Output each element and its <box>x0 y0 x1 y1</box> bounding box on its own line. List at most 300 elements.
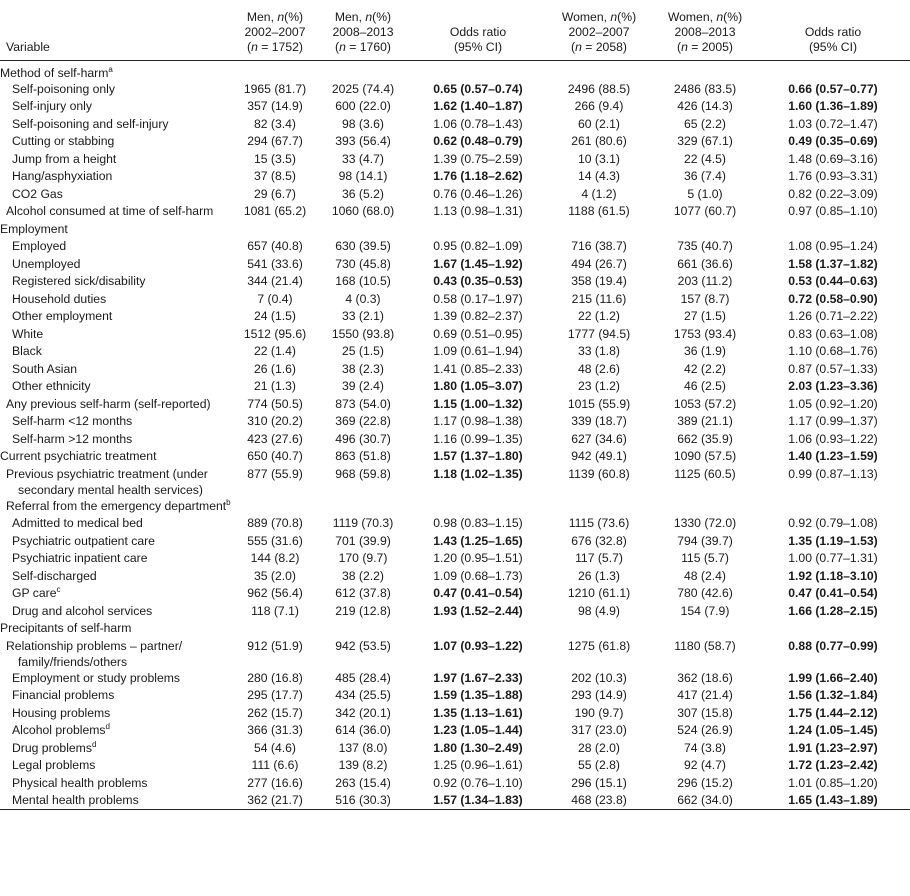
count-cell: 55 (2.8) <box>577 758 620 772</box>
count-cell: 516 (30.3) <box>314 792 412 810</box>
table-row <box>0 151 910 169</box>
row-label-text: South Asian <box>12 361 78 376</box>
row-label <box>0 757 236 775</box>
count-cell: 662 (35.9) <box>677 431 733 446</box>
odds-ratio-cell: 1.17 (0.99–1.37) <box>788 414 878 428</box>
count-cell <box>654 498 756 516</box>
count-cell: 2496 (88.5) <box>567 81 631 96</box>
row-label <box>0 396 236 414</box>
count-cell: 730 (45.8) <box>335 256 391 271</box>
odds-ratio-cell <box>756 620 910 638</box>
row-label-text: Black <box>12 344 42 358</box>
count-cell: 863 (51.8) <box>335 449 391 463</box>
row-label-text: Current psychiatric treatment <box>0 449 157 463</box>
table-row <box>0 757 910 775</box>
row-label <box>0 585 236 603</box>
count-cell: 650 (40.7) <box>247 449 303 463</box>
footnote-marker: b <box>226 497 231 507</box>
count-cell: 26 (1.3) <box>577 568 620 583</box>
odds-ratio-cell: 0.58 (0.17–1.97) <box>433 291 523 306</box>
odds-ratio-cell: 1.75 (1.44–2.12) <box>788 705 878 720</box>
odds-ratio-cell: 0.66 (0.57–0.77) <box>788 81 878 96</box>
table-row <box>0 515 910 533</box>
row-label <box>0 448 236 466</box>
odds-ratio-cell: 0.76 (0.46–1.26) <box>433 186 523 201</box>
row-label <box>0 151 236 169</box>
odds-ratio-cell: 1.25 (0.96–1.61) <box>433 758 523 772</box>
count-cell: 203 (11.2) <box>677 274 733 288</box>
odds-ratio-cell: 0.47 (0.41–0.54) <box>433 586 523 600</box>
odds-ratio-cell: 1.43 (1.25–1.65) <box>433 533 523 548</box>
count-cell <box>544 498 654 516</box>
count-cell <box>236 620 314 638</box>
odds-ratio-cell: 1.39 (0.75–2.59) <box>433 151 523 166</box>
row-label <box>0 792 236 810</box>
count-cell: 485 (28.4) <box>335 670 391 685</box>
count-cell: 190 (9.7) <box>574 705 624 720</box>
row-label <box>0 670 236 688</box>
odds-ratio-cell <box>412 498 544 516</box>
odds-ratio-cell: 1.48 (0.69–3.16) <box>788 151 878 166</box>
count-cell: 280 (16.8) <box>247 670 303 685</box>
header-odds-ratio-women: Odds ratio (95% CI) <box>756 0 910 60</box>
count-cell: 4 (1.2) <box>581 186 617 201</box>
odds-ratio-cell <box>756 221 910 239</box>
row-label-text: White <box>12 326 44 341</box>
row-label-text: Employment or study problems <box>12 670 180 685</box>
count-cell: 942 (49.1) <box>571 449 627 463</box>
row-label <box>0 308 236 326</box>
table-row <box>0 792 910 810</box>
odds-ratio-cell: 1.57 (1.37–1.80) <box>433 449 523 463</box>
row-label-text: Financial problems <box>12 688 115 702</box>
count-cell: 701 (39.9) <box>335 533 391 548</box>
table-header <box>0 0 910 60</box>
count-cell <box>314 620 412 638</box>
table-row <box>0 221 910 239</box>
count-cell: 339 (18.7) <box>571 414 627 428</box>
count-cell: 357 (14.9) <box>247 99 303 113</box>
row-label <box>0 98 236 116</box>
count-cell: 263 (15.4) <box>335 775 391 790</box>
row-label-text: Self-harm <12 months <box>12 414 133 428</box>
table-row <box>0 168 910 186</box>
count-cell: 1090 (57.5) <box>673 449 737 463</box>
count-cell: 296 (15.1) <box>571 775 627 790</box>
row-label-text: Any previous self-harm (self-reported) <box>6 396 211 411</box>
count-cell: 369 (22.8) <box>335 414 391 428</box>
odds-ratio-cell: 1.09 (0.61–1.94) <box>433 344 523 358</box>
odds-ratio-cell: 1.35 (1.13–1.61) <box>433 705 523 720</box>
count-cell: 22 (1.4) <box>253 344 296 358</box>
count-cell <box>314 60 412 81</box>
row-label-text: Physical health problems <box>12 775 148 790</box>
row-label-text: Employed <box>12 239 67 253</box>
count-cell <box>236 60 314 81</box>
row-label-text: Drug and alcohol services <box>12 603 153 618</box>
odds-ratio-cell: 1.09 (0.68–1.73) <box>433 568 523 583</box>
odds-ratio-cell: 1.35 (1.19–1.53) <box>788 533 878 548</box>
count-cell: 630 (39.5) <box>335 239 391 253</box>
count-cell: 496 (30.7) <box>335 431 391 446</box>
odds-ratio-cell: 1.60 (1.36–1.89) <box>788 99 878 113</box>
count-cell: 774 (50.5) <box>247 396 303 411</box>
row-label <box>0 705 236 723</box>
count-cell: 735 (40.7) <box>677 239 733 253</box>
odds-ratio-cell: 0.47 (0.41–0.54) <box>788 586 878 600</box>
count-cell: 1060 (68.0) <box>331 204 395 218</box>
count-cell: 614 (36.0) <box>335 723 391 737</box>
count-cell: 942 (53.5) <box>335 638 391 653</box>
count-cell: 1210 (61.1) <box>567 586 631 600</box>
count-cell: 168 (10.5) <box>335 274 391 288</box>
count-cell: 468 (23.8) <box>544 792 654 810</box>
count-cell: 434 (25.5) <box>335 688 391 702</box>
table-row <box>0 585 910 603</box>
odds-ratio-cell: 1.99 (1.66–2.40) <box>788 670 878 685</box>
odds-ratio-cell: 1.41 (0.85–2.33) <box>433 361 523 376</box>
odds-ratio-cell: 1.00 (0.77–1.31) <box>788 551 878 565</box>
count-cell: 139 (8.2) <box>338 758 388 772</box>
row-label-text: Alcohol problems <box>12 723 106 737</box>
row-label-text: Jump from a height <box>12 151 117 166</box>
row-label-text: Relationship problems – partner/ family/friends/others <box>6 638 183 669</box>
row-label-text: Precipitants of self-harm <box>0 621 132 635</box>
odds-ratio-cell: 1.93 (1.52–2.44) <box>433 603 523 618</box>
count-cell: 115 (5.7) <box>681 551 729 565</box>
odds-ratio-cell: 1.40 (1.23–1.59) <box>788 449 878 463</box>
row-label-text: CO2 Gas <box>12 186 63 201</box>
count-cell: 342 (20.1) <box>335 705 391 720</box>
odds-ratio-cell: 1.23 (1.05–1.44) <box>433 723 523 737</box>
count-cell: 310 (20.2) <box>247 414 303 428</box>
count-cell: 262 (15.7) <box>247 705 303 720</box>
count-cell: 5 (1.0) <box>687 186 723 201</box>
count-cell: 21 (1.3) <box>253 379 296 393</box>
count-cell <box>544 60 654 81</box>
count-cell: 317 (23.0) <box>571 723 627 737</box>
table-row <box>0 343 910 361</box>
row-label <box>0 466 236 498</box>
count-cell: 417 (21.4) <box>677 688 733 702</box>
count-cell: 889 (70.8) <box>247 516 303 530</box>
odds-ratio-cell: 1.06 (0.78–1.43) <box>433 116 523 131</box>
table-row <box>0 186 910 204</box>
odds-ratio-cell: 0.69 (0.51–0.95) <box>433 326 523 341</box>
row-label <box>0 256 236 274</box>
odds-ratio-cell: 1.16 (0.99–1.35) <box>433 431 523 446</box>
row-label-text: Self-discharged <box>12 568 97 583</box>
count-cell: 22 (4.5) <box>683 151 726 166</box>
count-cell: 39 (2.4) <box>341 379 384 393</box>
row-label-text: Other ethnicity <box>12 379 91 393</box>
count-cell: 98 (4.9) <box>577 603 620 618</box>
count-cell: 494 (26.7) <box>571 256 627 271</box>
count-cell: 968 (59.8) <box>335 466 391 481</box>
table-row <box>0 378 910 396</box>
odds-ratio-cell: 1.67 (1.45–1.92) <box>433 256 523 271</box>
table-row <box>0 203 910 221</box>
row-label-text: Housing problems <box>12 705 111 720</box>
odds-ratio-cell: 0.92 (0.79–1.08) <box>788 516 878 530</box>
table-row <box>0 326 910 344</box>
count-cell: 307 (15.8) <box>677 705 733 720</box>
table-row <box>0 396 910 414</box>
count-cell: 293 (14.9) <box>571 688 627 702</box>
count-cell: 1512 (95.6) <box>243 326 307 341</box>
row-label-text: Alcohol consumed at time of self-harm <box>6 204 214 218</box>
odds-ratio-cell: 1.01 (0.85–1.20) <box>788 775 878 790</box>
row-label <box>0 603 236 621</box>
count-cell: 393 (56.4) <box>335 134 391 148</box>
table-row <box>0 413 910 431</box>
header-variable: Variable <box>0 0 236 60</box>
count-cell: 33 (2.1) <box>341 309 384 323</box>
count-cell: 358 (19.4) <box>571 274 627 288</box>
count-cell: 541 (33.6) <box>247 256 303 271</box>
count-cell <box>236 498 314 516</box>
count-cell: 65 (2.2) <box>683 116 726 131</box>
odds-ratio-cell: 0.99 (0.87–1.13) <box>788 466 878 481</box>
row-label <box>0 533 236 551</box>
odds-ratio-cell: 1.91 (1.23–2.97) <box>788 740 878 755</box>
row-label <box>0 343 236 361</box>
table-row <box>0 687 910 705</box>
table-row <box>0 466 910 498</box>
odds-ratio-cell: 1.62 (1.40–1.87) <box>433 99 523 113</box>
odds-ratio-cell: 1.26 (0.71–2.22) <box>788 309 878 323</box>
odds-ratio-cell <box>412 60 544 81</box>
count-cell: 14 (4.3) <box>577 169 620 183</box>
row-label <box>0 498 236 516</box>
odds-ratio-cell: 1.92 (1.18–3.10) <box>788 568 878 583</box>
row-label <box>0 431 236 449</box>
table-row <box>0 550 910 568</box>
odds-ratio-cell: 1.10 (0.68–1.76) <box>788 344 878 358</box>
odds-ratio-cell: 1.65 (1.43–1.89) <box>756 792 910 810</box>
table-row <box>0 361 910 379</box>
odds-ratio-cell: 1.05 (0.92–1.20) <box>788 396 878 411</box>
odds-ratio-cell: 1.06 (0.93–1.22) <box>788 431 878 446</box>
count-cell: 24 (1.5) <box>253 309 296 323</box>
row-label <box>0 722 236 740</box>
odds-ratio-cell: 0.62 (0.48–0.79) <box>433 134 523 148</box>
odds-ratio-cell: 1.76 (0.93–3.31) <box>788 169 878 183</box>
table-row <box>0 448 910 466</box>
row-label <box>0 168 236 186</box>
odds-ratio-cell: 1.66 (1.28–2.15) <box>788 603 878 618</box>
header-women-2002-2007: Women, n(%) 2002–2007 (n = 2058) <box>544 0 654 60</box>
row-label <box>0 291 236 309</box>
odds-ratio-cell: 0.98 (0.83–1.15) <box>433 516 523 530</box>
row-label-text: Mental health problems <box>12 793 139 807</box>
count-cell: 426 (14.3) <box>677 99 733 113</box>
count-cell: 215 (11.6) <box>571 291 627 306</box>
table-row <box>0 98 910 116</box>
count-cell: 48 (2.6) <box>577 361 620 376</box>
odds-ratio-cell: 1.39 (0.82–2.37) <box>433 309 523 323</box>
count-cell: 661 (36.6) <box>677 256 733 271</box>
row-label-text: Self-harm >12 months <box>12 431 133 446</box>
row-label <box>0 361 236 379</box>
row-label <box>0 638 236 670</box>
row-label <box>0 515 236 533</box>
table-row <box>0 620 910 638</box>
count-cell: 202 (10.3) <box>571 670 627 685</box>
row-label-text: Self-poisoning only <box>12 81 115 96</box>
count-cell: 117 (5.7) <box>575 551 623 565</box>
row-label <box>0 620 236 638</box>
count-cell: 170 (9.7) <box>338 551 388 565</box>
count-cell: 36 (5.2) <box>341 186 384 201</box>
count-cell: 366 (31.3) <box>247 723 303 737</box>
count-cell: 26 (1.6) <box>253 361 296 376</box>
odds-ratio-cell: 0.92 (0.76–1.10) <box>433 775 523 790</box>
count-cell <box>314 221 412 239</box>
table-row <box>0 670 910 688</box>
row-label-text: Psychiatric inpatient care <box>12 551 148 565</box>
count-cell: 54 (4.6) <box>253 740 296 755</box>
count-cell: 1965 (81.7) <box>243 81 307 96</box>
count-cell: 35 (2.0) <box>253 568 296 583</box>
count-cell: 362 (21.7) <box>236 792 314 810</box>
count-cell: 962 (56.4) <box>247 586 303 600</box>
count-cell: 37 (8.5) <box>253 169 296 183</box>
odds-ratio-cell: 0.83 (0.63–1.08) <box>788 326 878 341</box>
odds-ratio-cell: 1.24 (1.05–1.45) <box>788 723 878 737</box>
count-cell: 266 (9.4) <box>574 99 624 113</box>
odds-ratio-cell: 1.03 (0.72–1.47) <box>788 116 878 131</box>
odds-ratio-cell: 0.95 (0.82–1.09) <box>433 239 523 253</box>
odds-ratio-cell: 1.08 (0.95–1.24) <box>788 239 878 253</box>
count-cell: 4 (0.3) <box>345 291 381 306</box>
table-row <box>0 291 910 309</box>
row-label <box>0 413 236 431</box>
count-cell: 15 (3.5) <box>253 151 296 166</box>
count-cell: 1180 (58.7) <box>674 638 736 653</box>
count-cell: 295 (17.7) <box>247 688 303 702</box>
count-cell: 36 (1.9) <box>683 344 726 358</box>
count-cell: 344 (21.4) <box>247 274 303 288</box>
count-cell: 48 (2.4) <box>683 568 726 583</box>
odds-ratio-cell: 2.03 (1.23–3.36) <box>788 379 878 393</box>
count-cell: 38 (2.2) <box>341 568 384 583</box>
count-cell: 627 (34.6) <box>571 431 627 446</box>
row-label-text: Unemployed <box>12 256 81 271</box>
count-cell: 82 (3.4) <box>253 116 296 131</box>
row-label-text: Self-injury only <box>12 99 92 113</box>
count-cell <box>314 498 412 516</box>
count-cell: 137 (8.0) <box>338 740 388 755</box>
count-cell: 33 (1.8) <box>577 344 620 358</box>
count-cell: 912 (51.9) <box>247 638 303 653</box>
odds-ratio-cell: 1.80 (1.30–2.49) <box>433 740 523 755</box>
count-cell: 389 (21.1) <box>677 414 733 428</box>
count-cell: 676 (32.8) <box>571 533 627 548</box>
row-label-text: Registered sick/disability <box>12 274 146 288</box>
row-label <box>0 687 236 705</box>
count-cell: 46 (2.5) <box>683 379 726 393</box>
count-cell: 1125 (60.5) <box>674 466 736 481</box>
count-cell: 42 (2.2) <box>683 361 726 376</box>
odds-ratio-cell: 1.57 (1.34–1.83) <box>412 792 544 810</box>
count-cell <box>236 221 314 239</box>
count-cell: 2025 (74.4) <box>331 81 395 96</box>
count-cell: 29 (6.7) <box>253 186 296 201</box>
odds-ratio-cell: 0.49 (0.35–0.69) <box>788 134 878 148</box>
row-label-text: Self-poisoning and self-injury <box>12 116 169 131</box>
count-cell: 98 (14.1) <box>338 169 388 183</box>
count-cell: 1188 (61.5) <box>568 204 630 218</box>
odds-ratio-cell: 1.20 (0.95–1.51) <box>433 551 523 565</box>
count-cell: 1119 (70.3) <box>332 516 394 530</box>
odds-ratio-cell: 0.72 (0.58–0.90) <box>788 291 878 306</box>
footnote-marker: a <box>108 64 113 74</box>
count-cell <box>544 620 654 638</box>
row-label-text: Method of self-harm <box>0 65 109 80</box>
count-cell: 1081 (65.2) <box>243 204 307 218</box>
count-cell: 154 (7.9) <box>680 603 730 618</box>
table-row <box>0 273 910 291</box>
count-cell: 524 (26.9) <box>677 723 733 737</box>
count-cell: 716 (38.7) <box>571 239 627 253</box>
row-label <box>0 740 236 758</box>
count-cell: 877 (55.9) <box>247 466 303 481</box>
header-odds-ratio-men: Odds ratio (95% CI) <box>412 0 544 60</box>
count-cell: 60 (2.1) <box>577 116 620 131</box>
odds-ratio-cell: 0.43 (0.35–0.53) <box>433 274 523 288</box>
row-label-text: Admitted to medical bed <box>12 516 143 530</box>
count-cell: 22 (1.2) <box>577 309 620 323</box>
count-cell: 1550 (93.8) <box>331 326 395 341</box>
header-men-2002-2007: Men, n(%) 2002–2007 (n = 1752) <box>236 0 314 60</box>
row-label <box>0 60 236 81</box>
footnote-marker: c <box>56 584 61 594</box>
row-label <box>0 133 236 151</box>
row-label <box>0 116 236 134</box>
count-cell: 33 (4.7) <box>341 151 384 166</box>
count-cell: 98 (3.6) <box>341 116 384 131</box>
table-row <box>0 740 910 758</box>
table-row <box>0 81 910 99</box>
count-cell: 1753 (93.4) <box>673 326 737 341</box>
odds-ratio-cell: 1.17 (0.98–1.38) <box>433 414 523 428</box>
count-cell <box>654 221 756 239</box>
count-cell: 1115 (73.6) <box>568 516 630 530</box>
count-cell: 10 (3.1) <box>577 151 620 166</box>
row-label-text: Other employment <box>12 309 113 323</box>
count-cell: 7 (0.4) <box>257 291 293 306</box>
count-cell: 157 (8.7) <box>680 291 730 306</box>
row-label <box>0 568 236 586</box>
odds-ratio-cell: 0.97 (0.85–1.10) <box>788 204 878 218</box>
count-cell: 28 (2.0) <box>577 740 620 755</box>
count-cell <box>544 221 654 239</box>
count-cell: 423 (27.6) <box>247 431 303 446</box>
count-cell: 555 (31.6) <box>247 533 303 548</box>
row-label <box>0 550 236 568</box>
count-cell: 118 (7.1) <box>251 603 299 618</box>
count-cell: 38 (2.3) <box>341 361 384 376</box>
table-row <box>0 568 910 586</box>
odds-ratio-cell <box>756 60 910 81</box>
odds-ratio-cell: 1.59 (1.35–1.88) <box>433 688 523 702</box>
count-cell: 144 (8.2) <box>250 551 300 565</box>
odds-ratio-cell: 0.53 (0.44–0.63) <box>788 274 878 288</box>
count-cell: 23 (1.2) <box>577 379 620 393</box>
odds-ratio-cell: 0.87 (0.57–1.33) <box>788 361 878 376</box>
odds-ratio-cell: 0.65 (0.57–0.74) <box>433 81 523 96</box>
